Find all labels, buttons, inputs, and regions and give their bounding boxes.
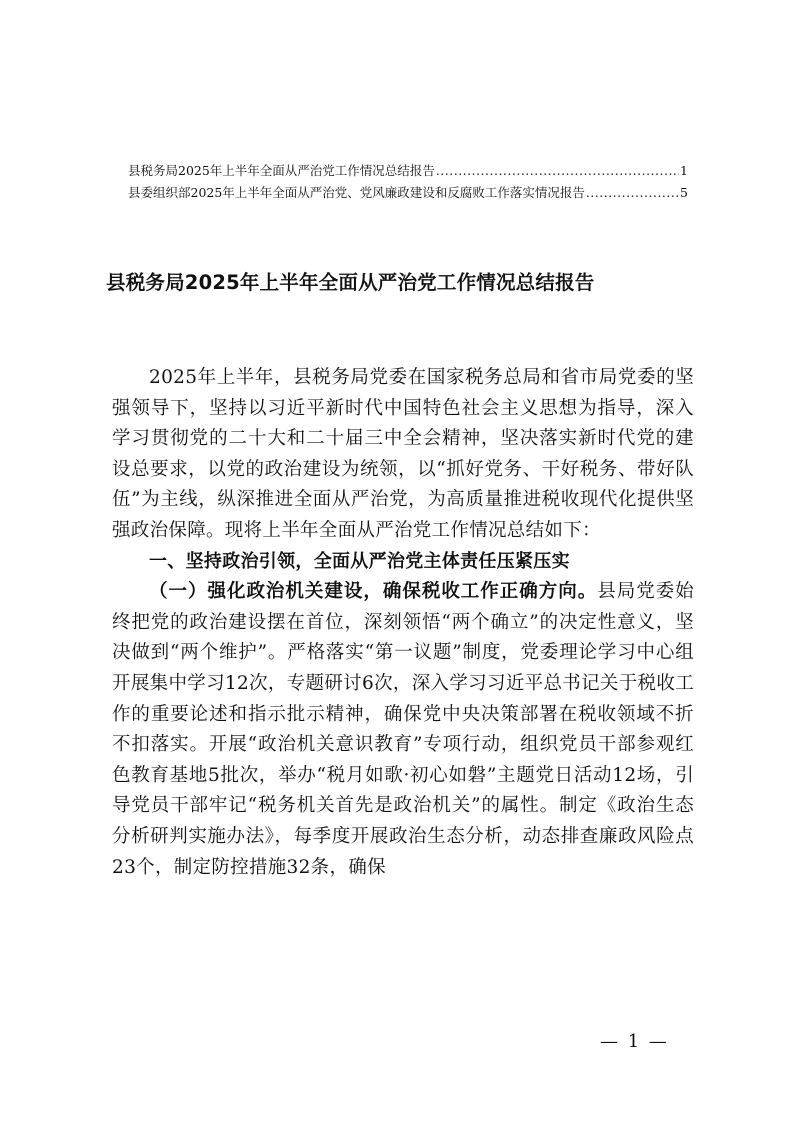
section-heading: 一、坚持政治引领，全面从严治党主体责任压紧压实 [149,550,570,572]
table-of-contents [128,160,688,204]
subsection-body: 县局党委始终把党的政治建设摆在首位，深刻领悟“两个确立”的决定性意义，坚决做到“两个维护”。严格落实“第一议题”制度，党委理论学习中心组开展集中学习12次，专题研讨6次，深入学习习近平总书记关于税收工作的重要论述和指示批示精神，确保党中央决策部署在税收领域不折不扣落实。开展“政治机关意识教育”专项行动，组织党员干部参观红色教育基地5批次，举办“税月如歌·初心如磐”主题党日活动12场，引导党员干部牢记“税务机关首先是政治机关”的属性。制定《政治生态分析研判实施办法》，每季度开展政治生态分析，动态排查廉政风险点23个，制定防控措施32条，确保 [112,581,694,878]
document-body [112,363,694,883]
intro-paragraph: 2025年上半年，县税务局党委在国家税务总局和省市局党委的坚强领导下，坚持以习近平新时代中国特色社会主义思想为指导，深入学习贯彻党的二十大和二十届三中全会精神，坚决落实新时代党的建设总要求，以党的政治建设为统领，以“抓好党务、干好税务、带好队伍”为主线，纵深推进全面从严治党，为高质量推进税收现代化提供坚强政治保障。现将上半年全面从严治党工作情况总结如下： [112,367,694,541]
subsection-heading: （一）强化政治机关建设，确保税收工作正确方向。 [149,581,598,603]
toc-entry[interactable] [128,160,688,182]
toc-entry-page: 5 [680,185,688,200]
subsection-paragraph [112,577,694,883]
toc-leader-dots [586,182,679,204]
page-number: — 1 — [600,1031,669,1052]
toc-entry-title: 县委组织部2025年上半年全面从严治党、党风廉政建设和反腐败工作落实情况报告 [128,185,585,200]
document-title: 县税务局2025年上半年全面从严治党工作情况总结报告 [106,271,595,294]
toc-entry-page: 1 [680,163,688,178]
toc-entry[interactable] [128,182,688,204]
toc-leader-dots [436,160,679,182]
toc-entry-title: 县税务局2025年上半年全面从严治党工作情况总结报告 [128,163,435,178]
